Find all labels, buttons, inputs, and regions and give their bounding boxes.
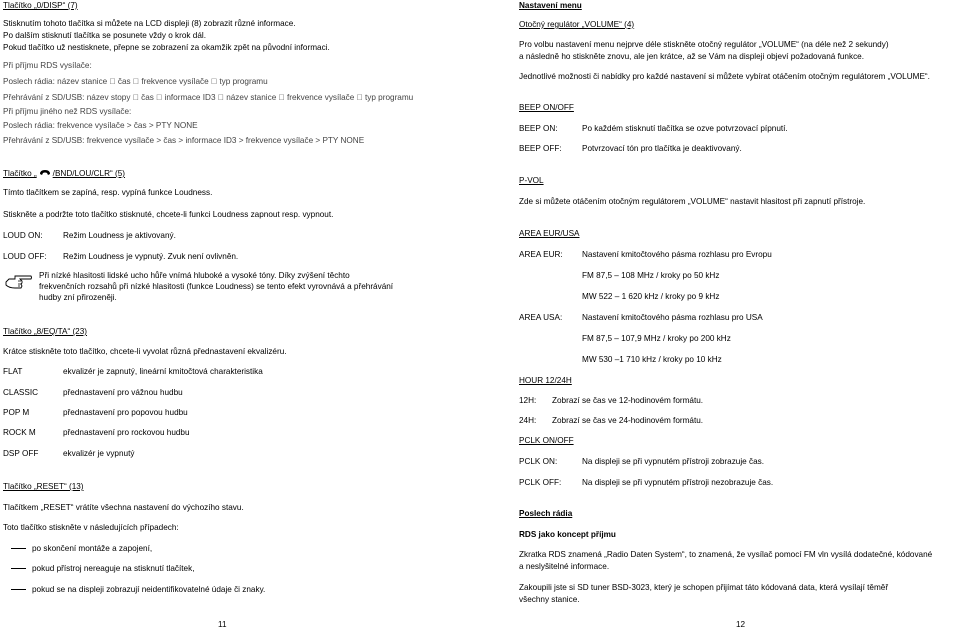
term-desc: Zobrazí se čas ve 24-hodinovém formátu. [552, 416, 704, 425]
band-range: MW 522 – 1 620 kHz / kroky po 9 kHz [582, 292, 720, 301]
paragraph: Stisknutím tohoto tlačítka si můžete na LCD displeji (8) zobrazit různé informace. [3, 19, 296, 28]
term-desc: Na displeji se při vypnutém přístroji zobrazuje čas. [582, 457, 765, 466]
term-desc: Po každém stisknutí tlačítka se ozve potvrzovací pípnutí. [582, 124, 788, 133]
heading-reset-button: Tlačítko „RESET“ (13) [3, 482, 84, 491]
heading-disp-button: Tlačítko „0/DISP“ (7) [3, 1, 78, 10]
paragraph: Krátce stiskněte toto tlačítko, chcete-li vyvolat různá přednastavení ekvalizéru. [3, 347, 287, 356]
band-range: FM 87,5 – 108 MHz / kroky po 50 kHz [582, 271, 720, 280]
heading-eq-button: Tlačítko „8/EQ/TA“ (23) [3, 327, 88, 336]
paragraph: Pro volbu nastavení menu nejprve déle stiskněte otočný regulátor „VOLUME“ (na déle než 2 sekundy) [519, 40, 889, 49]
term-desc: Na displeji se při vypnutém přístroji nezobrazuje čas. [582, 478, 774, 487]
paragraph: Pokud tlačítko už nestisknete, přepne se zobrazení za okamžik zpět na původní informaci. [3, 43, 330, 52]
eq-desc: přednastavení pro popovou hudbu [63, 408, 188, 417]
heading-volume: Otočný regulátor „VOLUME“ (4) [519, 20, 635, 29]
page-number: 12 [736, 620, 746, 629]
eq-label: FLAT [3, 367, 23, 376]
term-desc: Nastavení kmitočtového pásma rozhlasu pro Evropu [582, 250, 772, 259]
eq-desc: ekvalizér je zapnutý, lineární kmitočtová charakteristika [63, 367, 263, 376]
dash-bullet [11, 589, 26, 590]
dash-bullet [11, 568, 26, 569]
paragraph: Poslech rádia: název stanice čas frekvence vysílače typ programu [3, 77, 243, 86]
page-number: 11 [218, 620, 227, 629]
heading-rds: RDS jako koncept příjmu [519, 530, 616, 539]
heading-area: AREA EUR/USA [519, 229, 580, 238]
term-label: AREA EUR: [519, 250, 563, 259]
term-label: 12H: [519, 396, 537, 405]
term-label: AREA USA: [519, 313, 563, 322]
paragraph: Zakoupili jste si SD tuner BSD-3023, který je schopen přijímat táto kódovaná data, která vysílají těměř [519, 583, 889, 592]
list-item: pokud přístroj nereaguje na stisknutí tlačítek, [32, 564, 195, 573]
paragraph: Toto tlačítko stiskněte v následujících případech: [3, 523, 179, 532]
list-item: po skončení montáže a zapojení, [32, 544, 153, 553]
heading-loud-suffix: /BND/LOU/CLR“ (5) [52, 169, 126, 178]
term-label: LOUD ON: [3, 231, 43, 240]
heading-loud-prefix: Tlačítko „ [3, 169, 37, 178]
eq-label: ROCK M [3, 428, 36, 437]
term-desc: Nastavení kmitočtového pásma rozhlasu pro USA [582, 313, 763, 322]
list-item: pokud se na displeji zobrazují neidentifikovatelné údaje či znaky. [32, 585, 266, 594]
paragraph: Při příjmu RDS vysílače: [3, 61, 92, 70]
heading-pclk: PCLK ON/OFF [519, 436, 574, 445]
note-line: hudby zní přirozeněji. [39, 293, 117, 302]
heading-pvol: P-VOL [519, 176, 544, 185]
paragraph: Stiskněte a podržte toto tlačítko stisknuté, chcete-li funkci Loudness zapnout resp. vypnout. [3, 210, 334, 219]
paragraph: Při příjmu jiného než RDS vysílače: [3, 107, 132, 116]
paragraph: Přehrávání z SD/USB: název stopy čas informace ID3 název stanice frekvence vysílače typ programu [3, 93, 372, 102]
heading-menu-settings: Nastavení menu [519, 1, 582, 10]
pointing-hand-icon [5, 273, 33, 291]
eq-desc: přednastavení pro vážnou hudbu [63, 388, 183, 397]
paragraph: Tímto tlačítkem se zapíná, resp. vypíná funkce Loudness. [3, 188, 213, 197]
term-desc: Zobrazí se čas ve 12-hodinovém formátu. [552, 396, 704, 405]
paragraph: Tlačítkem „RESET“ vrátíte všechna nastavení do výchozího stavu. [3, 503, 244, 512]
note-line: frekvenčních rozsahů při nízké hlasitosti (funkce Loudness) se tento efekt vyrovnává a přehrávání [39, 282, 394, 291]
term-label: PCLK ON: [519, 457, 558, 466]
band-range: MW 530 –1 710 kHz / kroky po 10 kHz [582, 355, 722, 364]
heading-beep: BEEP ON/OFF [519, 103, 574, 112]
heading-radio: Poslech rádia [519, 509, 573, 518]
term-label: 24H: [519, 416, 537, 425]
note-line: Při nízké hlasitosti lidské ucho hůře vnímá hluboké a vysoké tóny. Díky zvýšení těchto [39, 271, 350, 280]
term-label: BEEP OFF: [519, 144, 562, 153]
dash-bullet [11, 548, 26, 549]
paragraph: všechny stanice. [519, 595, 580, 604]
paragraph: Jednotlivé možnosti či nabídky pro každé nastavení si můžete vybírat otáčením otočným regulátorem „VOLUME“. [519, 72, 930, 81]
eq-desc: ekvalizér je vypnutý [63, 449, 135, 458]
phone-icon [39, 169, 51, 177]
term-desc: Režim Loudness je aktivovaný. [63, 231, 176, 240]
eq-label: POP M [3, 408, 30, 417]
paragraph: a následně ho stiskněte znovu, ale jen krátce, až se Vám na displeji objeví požadovaná funkce. [519, 52, 864, 61]
heading-loud-button [3, 168, 125, 179]
paragraph: a neslyšitelné informace. [519, 562, 610, 571]
eq-label: CLASSIC [3, 388, 39, 397]
term-label: LOUD OFF: [3, 252, 47, 261]
paragraph: Zkratka RDS znamená „Radio Daten System“, to znamená, že vysílač pomocí FM vln vysílá dodatečné, kódované [519, 550, 933, 559]
term-desc: Režim Loudness je vypnutý. Zvuk není ovlivněn. [63, 252, 239, 261]
paragraph: Zde si můžete otáčením otočným regulátorem „VOLUME“ nastavit hlasitost při zapnutí přístroje. [519, 197, 866, 206]
term-desc: Potvrzovací tón pro tlačítka je deaktivovaný. [582, 144, 742, 153]
eq-desc: přednastavení pro rockovou hudbu [63, 428, 190, 437]
eq-label: DSP OFF [3, 449, 39, 458]
band-range: FM 87,5 – 107,9 MHz / kroky po 200 kHz [582, 334, 731, 343]
paragraph: Přehrávání z SD/USB: frekvence vysílače > čas > informace ID3 > frekvence vysílače > PTY NONE [3, 136, 365, 145]
term-label: BEEP ON: [519, 124, 558, 133]
paragraph: Po dalším stisknutí tlačítka se posunete vždy o krok dál. [3, 31, 206, 40]
heading-hour: HOUR 12/24H [519, 376, 572, 385]
paragraph: Poslech rádia: frekvence vysílače > čas > PTY NONE [3, 121, 198, 130]
term-label: PCLK OFF: [519, 478, 562, 487]
